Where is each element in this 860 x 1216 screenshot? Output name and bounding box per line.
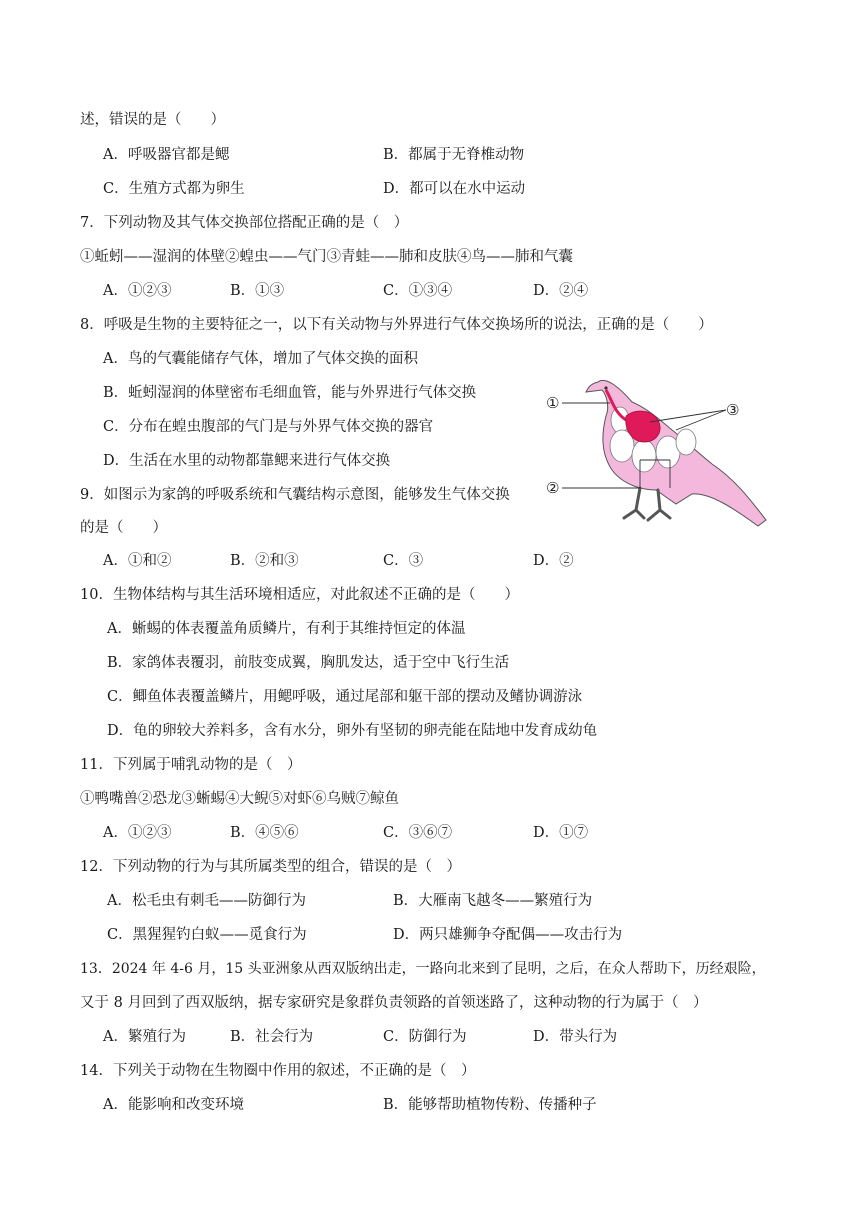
q11-option-a: A．①②③ <box>103 825 172 841</box>
q12-option-d: D．两只雄狮争夺配偶——攻击行为 <box>393 927 623 943</box>
q13-option-d: D．带头行为 <box>533 1029 618 1045</box>
q13-option-b: B．社会行为 <box>230 1029 314 1045</box>
q7-stem: 7．下列动物及其气体交换部位搭配正确的是（ ） <box>80 215 409 231</box>
q13-stem-continued: 又于 8 月回到了西双版纳，据专家研究是象群负责领路的首领迷路了，这种动物的行为属于（ ） <box>80 995 708 1011</box>
q6-option-d: D．都可以在水中运动 <box>383 181 526 197</box>
q11-option-d: D．①⑦ <box>533 825 589 841</box>
q12-option-a: A．松毛虫有刺毛——防御行为 <box>107 893 306 909</box>
q7-option-d: D．②④ <box>533 283 589 299</box>
q9-stem: 9．如图示为家鸽的呼吸系统和气囊结构示意图，能够发生气体交换 <box>80 487 510 503</box>
q7-option-c: C．①③④ <box>383 283 453 299</box>
q8-option-c: C．分布在蝗虫腹部的气门是与外界气体交换的器官 <box>103 419 434 435</box>
q9-option-b: B．②和③ <box>230 553 299 569</box>
q9-option-c: C．③ <box>383 553 424 569</box>
q11-item-list: ①鸭嘴兽②恐龙③蜥蜴④大鲵⑤对虾⑥乌贼⑦鲸鱼 <box>80 791 399 807</box>
q8-option-b: B．蚯蚓湿润的体壁密布毛细血管，能与外界进行气体交换 <box>103 385 477 401</box>
q6-option-a: A．呼吸器官都是鳃 <box>103 147 230 163</box>
q6-option-c: C．生殖方式都为卵生 <box>103 181 245 197</box>
figure-label-3: ③ <box>726 401 740 419</box>
q8-option-a: A．鸟的气囊能储存气体，增加了气体交换的面积 <box>103 351 418 367</box>
q11-option-c: C．③⑥⑦ <box>383 825 453 841</box>
figure-label-1: ① <box>546 394 560 412</box>
q10-option-b: B．家鸽体表覆羽，前肢变成翼，胸肌发达，适于空中飞行生活 <box>107 655 510 671</box>
q7-item-list: ①蚯蚓——湿润的体壁②蝗虫——气门③青蛙——肺和皮肤④鸟——肺和气囊 <box>80 249 573 265</box>
q14-stem: 14．下列关于动物在生物圈中作用的叙述，不正确的是（ ） <box>80 1063 476 1079</box>
q10-option-c: C．鲫鱼体表覆盖鳞片，用鳃呼吸，通过尾部和躯干部的摆动及鳍协调游泳 <box>107 689 583 705</box>
q14-option-b: B．能够帮助植物传粉、传播种子 <box>383 1097 597 1113</box>
q9-option-a: A．①和② <box>103 553 172 569</box>
q12-option-b: B．大雁南飞越冬——繁殖行为 <box>393 893 593 909</box>
q10-option-a: A．蜥蜴的体表覆盖角质鳞片，有利于其维持恒定的体温 <box>107 621 466 637</box>
figure-label-2: ② <box>546 479 560 497</box>
q8-option-d: D．生活在水里的动物都靠鳃来进行气体交换 <box>103 453 391 469</box>
q13-option-a: A．繁殖行为 <box>103 1029 186 1045</box>
q10-stem: 10．生物体结构与其生活环境相适应，对此叙述不正确的是（ ） <box>80 587 519 603</box>
q10-option-d: D．龟的卵较大养料多，含有水分，卵外有坚韧的卵壳能在陆地中发育成幼龟 <box>107 723 598 739</box>
q6-option-b: B．都属于无脊椎动物 <box>383 147 525 163</box>
q7-option-a: A．①②③ <box>103 283 172 299</box>
q12-option-c: C．黑猩猩钓白蚁——觅食行为 <box>107 927 307 943</box>
q13-stem: 13．2024 年 4-6 月，15 头亚洲象从西双版纳出走，一路向北来到了昆明，之后，在众人帮助下，历经艰险， <box>80 961 766 977</box>
q11-stem: 11．下列属于哺乳动物的是（ ） <box>80 757 302 773</box>
q6-stem-continued: 述，错误的是（ ） <box>80 112 225 128</box>
pigeon-respiratory-diagram <box>540 360 780 530</box>
q11-option-b: B．④⑤⑥ <box>230 825 299 841</box>
q9-stem-continued: 的是（ ） <box>80 520 167 536</box>
q14-option-a: A．能影响和改变环境 <box>103 1097 244 1113</box>
q7-option-b: B．①③ <box>230 283 285 299</box>
q9-option-d: D．② <box>533 553 574 569</box>
q13-option-c: C．防御行为 <box>383 1029 467 1045</box>
q8-stem: 8．呼吸是生物的主要特征之一，以下有关动物与外界进行气体交换场所的说法，正确的是（ ） <box>80 317 713 333</box>
q12-stem: 12．下列动物的行为与其所属类型的组合，错误的是（ ） <box>80 859 461 875</box>
